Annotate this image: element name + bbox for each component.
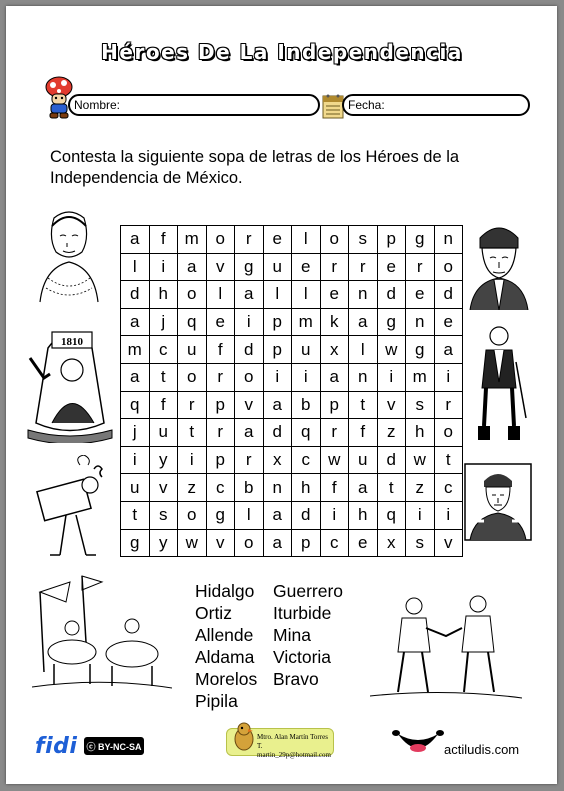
grid-cell[interactable]: a: [320, 363, 349, 391]
grid-cell[interactable]: a: [349, 474, 378, 502]
cc-license-badge: ⓒ BY-NC-SA: [84, 737, 144, 755]
grid-cell[interactable]: b: [235, 474, 264, 502]
grid-cell[interactable]: r: [178, 391, 207, 419]
grid-cell[interactable]: t: [349, 391, 378, 419]
grid-cell[interactable]: a: [263, 501, 292, 529]
grid-cell[interactable]: i: [263, 363, 292, 391]
grid-cell[interactable]: y: [149, 446, 178, 474]
grid-cell[interactable]: y: [149, 529, 178, 557]
grid-cell[interactable]: m: [178, 226, 207, 254]
grid-cell[interactable]: n: [349, 363, 378, 391]
grid-cell[interactable]: g: [377, 308, 406, 336]
grid-cell[interactable]: v: [206, 529, 235, 557]
handshake-illustration: [370, 588, 522, 706]
grid-cell[interactable]: s: [349, 226, 378, 254]
grid-row: [121, 446, 463, 474]
grid-row: [121, 253, 463, 281]
grid-cell[interactable]: g: [121, 529, 150, 557]
date-field[interactable]: [342, 94, 530, 116]
grid-cell[interactable]: o: [178, 363, 207, 391]
grid-cell[interactable]: a: [121, 363, 150, 391]
grid-row: [121, 281, 463, 309]
grid-cell[interactable]: r: [320, 419, 349, 447]
grid-cell[interactable]: t: [121, 501, 150, 529]
grid-cell[interactable]: w: [320, 446, 349, 474]
grid-cell[interactable]: l: [292, 281, 321, 309]
grid-cell[interactable]: g: [406, 226, 435, 254]
portrait-priest-illustration: [466, 218, 532, 310]
grid-cell[interactable]: s: [406, 391, 435, 419]
author-email: martin_29p@hotmail.com: [257, 751, 331, 759]
grid-cell[interactable]: z: [178, 474, 207, 502]
grid-cell[interactable]: w: [377, 336, 406, 364]
grid-row: [121, 308, 463, 336]
grid-cell[interactable]: f: [206, 336, 235, 364]
portrait-general-illustration: [464, 463, 532, 541]
bell-year-label: 1810: [61, 336, 83, 348]
grid-cell[interactable]: o: [178, 501, 207, 529]
grid-cell[interactable]: a: [434, 336, 463, 364]
grid-cell[interactable]: e: [377, 253, 406, 281]
grid-cell[interactable]: r: [406, 253, 435, 281]
grid-cell[interactable]: r: [206, 419, 235, 447]
hero-word: Allende: [195, 625, 254, 645]
grid-row: [121, 336, 463, 364]
grid-cell[interactable]: f: [149, 226, 178, 254]
grid-cell[interactable]: o: [434, 419, 463, 447]
grid-cell[interactable]: a: [263, 391, 292, 419]
hero-word: Guerrero: [273, 581, 344, 601]
grid-cell[interactable]: r: [235, 226, 264, 254]
grid-cell[interactable]: v: [149, 474, 178, 502]
grid-cell[interactable]: v: [377, 391, 406, 419]
grid-cell[interactable]: i: [292, 363, 321, 391]
grid-cell[interactable]: u: [263, 253, 292, 281]
grid-cell[interactable]: r: [349, 253, 378, 281]
hero-word: Aldama: [195, 647, 255, 667]
hero-word: Ortiz: [195, 603, 232, 623]
grid-cell[interactable]: q: [178, 308, 207, 336]
independence-army-illustration: [32, 572, 172, 692]
grid-cell[interactable]: i: [434, 501, 463, 529]
grid-cell[interactable]: d: [377, 281, 406, 309]
grid-cell[interactable]: i: [121, 446, 150, 474]
grid-row: [121, 501, 463, 529]
grid-cell[interactable]: m: [121, 336, 150, 364]
pipila-illustration: [30, 455, 120, 565]
grid-cell[interactable]: g: [206, 501, 235, 529]
grid-cell[interactable]: f: [349, 419, 378, 447]
grid-cell[interactable]: a: [235, 281, 264, 309]
grid-cell[interactable]: o: [235, 363, 264, 391]
grid-cell[interactable]: v: [434, 529, 463, 557]
grid-cell[interactable]: r: [434, 391, 463, 419]
grid-cell[interactable]: t: [178, 419, 207, 447]
portrait-woman-illustration: [30, 208, 108, 303]
grid-cell[interactable]: l: [206, 281, 235, 309]
grid-cell[interactable]: b: [292, 391, 321, 419]
bird-icon: [231, 721, 257, 753]
grid-cell[interactable]: d: [434, 281, 463, 309]
grid-cell[interactable]: r: [206, 363, 235, 391]
name-label: Nombre:: [74, 98, 121, 112]
grid-cell[interactable]: d: [292, 501, 321, 529]
grid-cell[interactable]: i: [149, 253, 178, 281]
grid-cell[interactable]: c: [434, 474, 463, 502]
standing-soldier-illustration: [466, 322, 532, 446]
grid-cell[interactable]: x: [377, 529, 406, 557]
grid-cell[interactable]: o: [235, 529, 264, 557]
hero-word: Morelos: [195, 669, 258, 689]
bell-hidalgo-illustration: [22, 318, 118, 443]
grid-cell[interactable]: a: [121, 226, 150, 254]
grid-cell[interactable]: o: [206, 226, 235, 254]
grid-cell[interactable]: q: [121, 391, 150, 419]
grid-cell[interactable]: p: [263, 308, 292, 336]
grid-cell[interactable]: c: [292, 446, 321, 474]
hero-word: Mina: [273, 625, 311, 645]
date-label: Fecha:: [348, 98, 385, 112]
grid-cell[interactable]: f: [149, 391, 178, 419]
grid-cell[interactable]: t: [149, 363, 178, 391]
hero-word: Iturbide: [273, 603, 332, 623]
grid-cell[interactable]: i: [434, 363, 463, 391]
grid-cell[interactable]: t: [377, 474, 406, 502]
grid-cell[interactable]: d: [263, 419, 292, 447]
grid-cell[interactable]: d: [235, 336, 264, 364]
grid-cell[interactable]: l: [121, 253, 150, 281]
grid-row: [121, 363, 463, 391]
grid-cell[interactable]: m: [292, 308, 321, 336]
grid-row: [121, 529, 463, 557]
grid-cell[interactable]: n: [406, 308, 435, 336]
grid-cell[interactable]: u: [178, 336, 207, 364]
grid-cell[interactable]: s: [149, 501, 178, 529]
grid-cell[interactable]: x: [263, 446, 292, 474]
grid-cell[interactable]: j: [149, 308, 178, 336]
grid-cell[interactable]: e: [263, 226, 292, 254]
grid-cell[interactable]: e: [349, 529, 378, 557]
grid-cell[interactable]: n: [349, 281, 378, 309]
grid-row: [121, 419, 463, 447]
grid-cell[interactable]: u: [292, 336, 321, 364]
grid-cell[interactable]: h: [292, 474, 321, 502]
grid-cell[interactable]: r: [320, 253, 349, 281]
grid-cell[interactable]: i: [406, 501, 435, 529]
grid-cell[interactable]: p: [377, 226, 406, 254]
grid-cell[interactable]: v: [206, 253, 235, 281]
grid-cell[interactable]: h: [349, 501, 378, 529]
grid-cell[interactable]: s: [406, 529, 435, 557]
grid-row: [121, 474, 463, 502]
grid-cell[interactable]: a: [121, 308, 150, 336]
word-list-column-1: [195, 580, 257, 712]
grid-cell[interactable]: a: [235, 419, 264, 447]
site-link[interactable]: actiludis.com: [444, 742, 520, 757]
grid-cell[interactable]: e: [406, 281, 435, 309]
smile-mouth-icon: [392, 726, 444, 760]
grid-cell[interactable]: p: [206, 446, 235, 474]
grid-cell[interactable]: i: [377, 363, 406, 391]
grid-cell[interactable]: f: [320, 474, 349, 502]
grid-cell[interactable]: p: [206, 391, 235, 419]
grid-cell[interactable]: e: [434, 308, 463, 336]
word-search-grid: [120, 225, 463, 557]
grid-cell[interactable]: o: [434, 253, 463, 281]
grid-cell[interactable]: i: [235, 308, 264, 336]
grid-cell[interactable]: a: [178, 253, 207, 281]
hero-word: Hidalgo: [195, 581, 255, 601]
grid-cell[interactable]: k: [320, 308, 349, 336]
grid-cell[interactable]: e: [292, 253, 321, 281]
grid-cell[interactable]: l: [292, 226, 321, 254]
hero-word: Victoria: [273, 647, 332, 667]
grid-cell[interactable]: o: [320, 226, 349, 254]
grid-cell[interactable]: z: [406, 474, 435, 502]
name-field[interactable]: [68, 94, 320, 116]
grid-cell[interactable]: w: [406, 446, 435, 474]
grid-cell[interactable]: l: [349, 336, 378, 364]
grid-cell[interactable]: p: [292, 529, 321, 557]
grid-cell[interactable]: a: [349, 308, 378, 336]
license-label: BY-NC-SA: [98, 742, 142, 752]
instructions-text: Contesta la siguiente sopa de letras de los Héroes de la Independencia de México.: [50, 148, 460, 187]
grid-cell[interactable]: j: [121, 419, 150, 447]
word-list-column-2: [273, 580, 343, 690]
grid-cell[interactable]: q: [377, 501, 406, 529]
grid-cell[interactable]: r: [235, 446, 264, 474]
grid-cell[interactable]: q: [292, 419, 321, 447]
grid-cell[interactable]: i: [178, 446, 207, 474]
grid-cell[interactable]: v: [235, 391, 264, 419]
grid-cell[interactable]: l: [263, 281, 292, 309]
hero-word: Bravo: [273, 669, 319, 689]
grid-cell[interactable]: o: [178, 281, 207, 309]
grid-cell[interactable]: u: [349, 446, 378, 474]
hero-word: Pipila: [195, 691, 238, 711]
grid-cell[interactable]: c: [206, 474, 235, 502]
grid-cell[interactable]: n: [434, 226, 463, 254]
grid-cell[interactable]: w: [178, 529, 207, 557]
grid-cell[interactable]: l: [235, 501, 264, 529]
grid-cell[interactable]: p: [263, 336, 292, 364]
grid-cell[interactable]: d: [121, 281, 150, 309]
grid-cell[interactable]: c: [149, 336, 178, 364]
grid-cell[interactable]: u: [149, 419, 178, 447]
grid-cell[interactable]: c: [320, 529, 349, 557]
grid-cell[interactable]: e: [320, 281, 349, 309]
grid-cell[interactable]: g: [406, 336, 435, 364]
grid-row: [121, 226, 463, 254]
grid-cell[interactable]: x: [320, 336, 349, 364]
grid-row: [121, 391, 463, 419]
grid-cell[interactable]: i: [320, 501, 349, 529]
grid-cell[interactable]: h: [149, 281, 178, 309]
page-title: Héroes De La Independencia: [101, 40, 463, 64]
fidi-logo: fidi: [35, 734, 78, 759]
author-name: Mtro. Alan Martín Torres T.: [257, 733, 328, 750]
grid-cell[interactable]: h: [406, 419, 435, 447]
grid-cell[interactable]: t: [434, 446, 463, 474]
grid-cell[interactable]: u: [121, 474, 150, 502]
grid-cell[interactable]: p: [320, 391, 349, 419]
grid-cell[interactable]: z: [377, 419, 406, 447]
author-card: [226, 728, 334, 759]
grid-cell[interactable]: m: [406, 363, 435, 391]
grid-cell[interactable]: e: [206, 308, 235, 336]
grid-cell[interactable]: a: [263, 529, 292, 557]
grid-cell[interactable]: n: [263, 474, 292, 502]
grid-cell[interactable]: d: [377, 446, 406, 474]
grid-cell[interactable]: g: [235, 253, 264, 281]
